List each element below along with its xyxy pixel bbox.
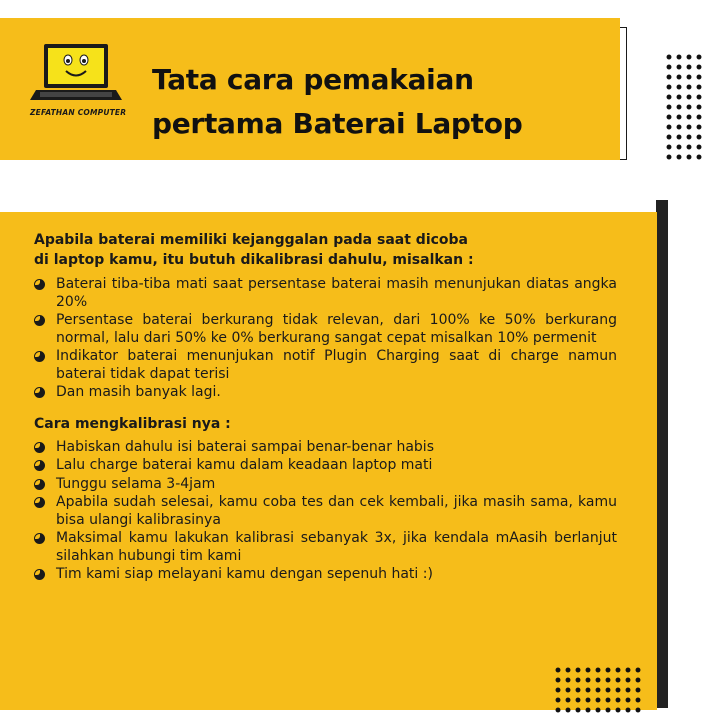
bullet-dot-icon	[34, 442, 45, 453]
bullet-dot-icon	[34, 387, 45, 398]
bullet-dot-icon	[34, 351, 45, 362]
intro-line-1: Apabila baterai memiliki kejanggalan pada saat dicoba	[34, 232, 469, 248]
list-item	[34, 476, 617, 494]
list-item-text: Tim kami siap melayani kamu dengan sepenuh hati :)	[56, 566, 433, 582]
page-title	[152, 58, 522, 146]
calibration-steps	[34, 439, 617, 584]
list-item	[34, 439, 617, 457]
list-item-text: Persentase baterai berkurang tidak relevan, dari 100% ke 50% berkurang normal, lalu dari 50% ke 0% berkurang sangat cepat misalkan 10% permenit	[56, 312, 617, 346]
calibration-title: Cara mengkalibrasi nya :	[34, 415, 231, 432]
list-item	[34, 566, 617, 584]
list-item	[34, 530, 617, 565]
bullet-dot-icon	[34, 569, 45, 580]
bullet-dot-icon	[34, 279, 45, 290]
list-item-text: Indikator baterai menunjukan notif Plugin Charging saat di charge namun baterai tidak dapat terisi	[56, 348, 617, 382]
list-item	[34, 494, 617, 529]
bullet-dot-icon	[34, 533, 45, 544]
symptom-list	[34, 276, 617, 402]
logo	[30, 42, 127, 138]
bullet-dot-icon	[34, 315, 45, 326]
bullet-dot-icon	[34, 497, 45, 508]
right-accent-bar	[656, 200, 668, 708]
list-item-text: Maksimal kamu lakukan kalibrasi sebanyak 3x, jika kendala mAasih berlanjut silahkan hubungi tim kami	[56, 530, 617, 564]
list-item-text: Apabila sudah selesai, kamu coba tes dan cek kembali, jika masih sama, kamu bisa ulangi kalibrasinya	[56, 494, 617, 528]
list-item-text: Tunggu selama 3-4jam	[56, 475, 216, 492]
list-item	[34, 384, 617, 402]
list-item	[34, 312, 617, 347]
title-line-2: pertama Baterai Laptop	[152, 107, 523, 140]
dots-decoration-top	[664, 52, 704, 162]
list-item-text: Habiskan dahulu isi baterai sampai benar-benar habis	[56, 438, 434, 455]
bullet-dot-icon	[34, 479, 45, 490]
intro-text	[34, 230, 617, 270]
list-item	[34, 457, 617, 475]
title-line-1: Tata cara pemakaian	[152, 63, 474, 96]
list-item	[34, 348, 617, 383]
logo-text: ZEFATHAN COMPUTER	[30, 108, 127, 117]
bullet-dot-icon	[34, 460, 45, 471]
content-panel	[0, 212, 657, 710]
list-item-text: Lalu charge baterai kamu dalam keadaan laptop mati	[56, 457, 433, 473]
dots-decoration-bottom	[553, 665, 643, 715]
laptop-smiley-icon	[30, 42, 122, 112]
intro-line-2: di laptop kamu, itu butuh dikalibrasi dahulu, misalkan :	[34, 252, 474, 268]
list-item	[34, 276, 617, 311]
list-item-text: Baterai tiba-tiba mati saat persentase baterai masih menunjukan diatas angka 20%	[56, 276, 617, 310]
list-item-text: Dan masih banyak lagi.	[56, 384, 221, 400]
